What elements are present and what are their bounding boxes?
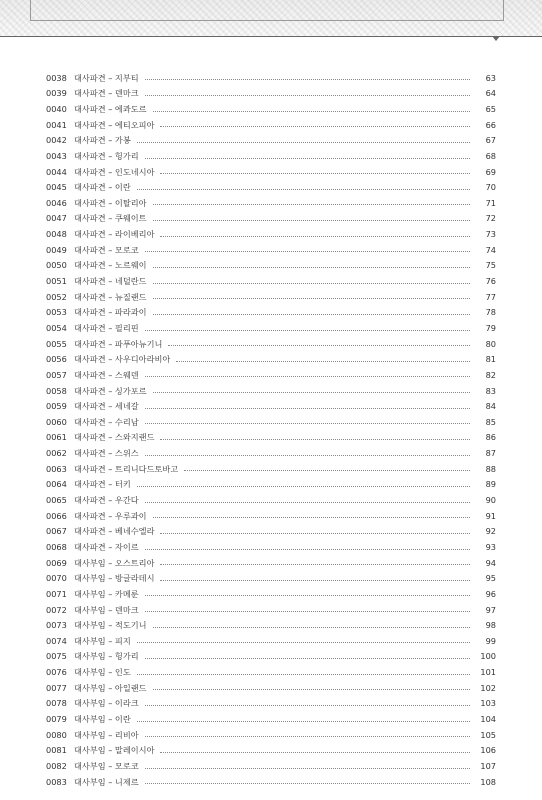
dot-leader [145, 783, 470, 784]
entry-page: 108 [480, 776, 496, 787]
dot-leader [145, 611, 470, 612]
toc-entry [46, 398, 496, 414]
entry-number: 0078 [46, 698, 67, 709]
entry-page: 88 [485, 463, 496, 474]
entry-page: 78 [485, 307, 496, 318]
toc-entry [46, 555, 496, 571]
entry-page: 72 [485, 213, 496, 224]
entry-number: 0067 [46, 526, 67, 537]
entry-title: 대사부임 – 방글라데시 [74, 573, 155, 584]
entry-page: 93 [485, 541, 496, 552]
entry-page: 85 [485, 416, 496, 427]
entry-number: 0076 [46, 667, 67, 678]
entry-page: 100 [480, 651, 496, 662]
entry-page: 77 [485, 291, 496, 302]
dot-leader [153, 204, 470, 205]
entry-number: 0055 [46, 338, 67, 349]
entry-number: 0042 [46, 135, 67, 146]
entry-number: 0061 [46, 432, 67, 443]
dot-leader [145, 549, 470, 550]
toc-entry [46, 477, 496, 493]
toc-entry [46, 680, 496, 696]
entry-title: 대사부임 – 말레이시아 [74, 745, 155, 756]
toc-entry [46, 727, 496, 743]
entry-number: 0048 [46, 229, 67, 240]
toc-entry [46, 242, 496, 258]
entry-number: 0070 [46, 573, 67, 584]
entry-number: 0073 [46, 620, 67, 631]
dot-leader [145, 158, 470, 159]
toc-entry [46, 633, 496, 649]
entry-number: 0058 [46, 385, 67, 396]
entry-page: 103 [480, 698, 496, 709]
entry-title: 대사파견 – 트리니다드토바고 [74, 463, 179, 474]
entry-title: 대사파견 – 뉴질랜드 [74, 291, 147, 302]
dot-leader [153, 283, 470, 284]
toc-entry [46, 586, 496, 602]
entry-page: 66 [485, 119, 496, 130]
toc-entry [46, 774, 496, 790]
dot-leader [145, 376, 470, 377]
toc-entry [46, 430, 496, 446]
dot-leader [153, 517, 470, 518]
toc-entry [46, 352, 496, 368]
dot-leader [160, 533, 470, 534]
entry-page: 90 [485, 495, 496, 506]
dot-leader [153, 314, 470, 315]
dot-leader [145, 455, 470, 456]
entry-title: 대사파견 – 세네갈 [74, 401, 139, 412]
entry-number: 0053 [46, 307, 67, 318]
entry-title: 대사파견 – 에티오피아 [74, 119, 155, 130]
entry-page: 67 [485, 135, 496, 146]
toc-entry [46, 383, 496, 399]
entry-page: 107 [480, 760, 496, 771]
entry-number: 0041 [46, 119, 67, 130]
dot-leader [145, 79, 470, 80]
dot-leader [137, 189, 470, 190]
entry-page: 91 [485, 510, 496, 521]
entry-number: 0063 [46, 463, 67, 474]
entry-title: 대사부임 – 인도 [74, 667, 131, 678]
toc-entry [46, 195, 496, 211]
entry-number: 0043 [46, 150, 67, 161]
entry-title: 대사파견 – 가봉 [74, 135, 131, 146]
entry-page: 101 [480, 667, 496, 678]
entry-title: 대사파견 – 쿠웨이트 [74, 213, 147, 224]
dot-leader [160, 439, 470, 440]
table-of-contents [46, 70, 496, 789]
entry-number: 0050 [46, 260, 67, 271]
toc-entry [46, 492, 496, 508]
toc-entry [46, 101, 496, 117]
entry-page: 89 [485, 479, 496, 490]
toc-entry [46, 508, 496, 524]
toc-entry [46, 743, 496, 759]
entry-number: 0051 [46, 276, 67, 287]
entry-number: 0046 [46, 197, 67, 208]
entry-title: 대사부임 – 카메룬 [74, 588, 139, 599]
header-rule [0, 36, 542, 37]
entry-page: 106 [480, 745, 496, 756]
toc-entry [46, 524, 496, 540]
entry-title: 대사파견 – 파푸아뉴기니 [74, 338, 163, 349]
entry-number: 0082 [46, 760, 67, 771]
toc-entry [46, 414, 496, 430]
entry-number: 0068 [46, 541, 67, 552]
toc-entry [46, 461, 496, 477]
entry-number: 0065 [46, 495, 67, 506]
entry-page: 95 [485, 573, 496, 584]
entry-title: 대사파견 – 자이르 [74, 541, 139, 552]
entry-title: 대사파견 – 싱가포르 [74, 385, 147, 396]
entry-title: 대사부임 – 오스트리아 [74, 557, 155, 568]
entry-page: 73 [485, 229, 496, 240]
entry-page: 99 [485, 635, 496, 646]
entry-number: 0074 [46, 635, 67, 646]
toc-entry [46, 320, 496, 336]
toc-entry [46, 649, 496, 665]
toc-entry [46, 226, 496, 242]
entry-title: 대사파견 – 모로코 [74, 244, 139, 255]
entry-title: 대사파견 – 이탈리아 [74, 197, 147, 208]
entry-title: 대사파견 – 인도네시아 [74, 166, 155, 177]
dot-leader [145, 736, 470, 737]
entry-title: 대사파견 – 스웨덴 [74, 369, 139, 380]
entry-number: 0049 [46, 244, 67, 255]
toc-entry [46, 445, 496, 461]
entry-page: 70 [485, 182, 496, 193]
entry-title: 대사파견 – 파라과이 [74, 307, 147, 318]
toc-entry [46, 273, 496, 289]
entry-page: 79 [485, 322, 496, 333]
toc-entry [46, 571, 496, 587]
entry-page: 102 [480, 682, 496, 693]
toc-entry [46, 711, 496, 727]
dot-leader [184, 470, 470, 471]
toc-entry [46, 70, 496, 86]
header-notch-icon [492, 36, 500, 41]
entry-page: 69 [485, 166, 496, 177]
entry-title: 대사파견 – 지부티 [74, 72, 139, 83]
entry-number: 0052 [46, 291, 67, 302]
dot-leader [160, 752, 470, 753]
entry-page: 92 [485, 526, 496, 537]
entry-title: 대사파견 – 노르웨이 [74, 260, 147, 271]
dot-leader [160, 236, 470, 237]
dot-leader [137, 721, 470, 722]
entry-number: 0079 [46, 713, 67, 724]
entry-title: 대사파견 – 에콰도르 [74, 104, 147, 114]
dot-leader [145, 502, 470, 503]
entry-number: 0064 [46, 479, 67, 490]
entry-number: 0069 [46, 557, 67, 568]
entry-title: 대사부임 – 적도기니 [74, 620, 147, 631]
dot-leader [153, 298, 470, 299]
dot-leader [137, 486, 470, 487]
entry-page: 98 [485, 620, 496, 631]
entry-number: 0056 [46, 354, 67, 365]
dot-leader [160, 173, 470, 174]
entry-page: 71 [485, 197, 496, 208]
entry-title: 대사파견 – 라이베리아 [74, 229, 155, 240]
toc-entry [46, 133, 496, 149]
entry-page: 96 [485, 588, 496, 599]
entry-title: 대사파견 – 덴마크 [74, 88, 139, 99]
entry-title: 대사파견 – 우간다 [74, 495, 139, 506]
entry-number: 0075 [46, 651, 67, 662]
entry-page: 83 [485, 385, 496, 396]
dot-leader [168, 345, 470, 346]
toc-entry [46, 696, 496, 712]
entry-number: 0054 [46, 322, 67, 333]
toc-entry [46, 305, 496, 321]
dot-leader [176, 361, 470, 362]
entry-page: 65 [485, 104, 496, 114]
entry-title: 대사파견 – 수리남 [74, 416, 139, 427]
header-frame [30, 0, 504, 21]
toc-entry [46, 617, 496, 633]
entry-title: 대사파견 – 우루과이 [74, 510, 147, 521]
toc-entry [46, 602, 496, 618]
dot-leader [160, 564, 470, 565]
dot-leader [145, 423, 470, 424]
toc-entry [46, 289, 496, 305]
dot-leader [145, 330, 470, 331]
entry-number: 0083 [46, 776, 67, 787]
entry-number: 0081 [46, 745, 67, 756]
entry-title: 대사파견 – 네덜란드 [74, 276, 147, 287]
dot-leader [153, 267, 470, 268]
entry-title: 대사파견 – 헝가리 [74, 150, 139, 161]
entry-number: 0080 [46, 729, 67, 740]
entry-page: 104 [480, 713, 496, 724]
dot-leader [145, 408, 470, 409]
entry-page: 81 [485, 354, 496, 365]
toc-entry [46, 86, 496, 102]
entry-page: 75 [485, 260, 496, 271]
entry-number: 0040 [46, 104, 67, 114]
dot-leader [160, 580, 470, 581]
entry-page: 105 [480, 729, 496, 740]
entry-number: 0044 [46, 166, 67, 177]
entry-title: 대사부임 – 리비아 [74, 729, 139, 740]
entry-number: 0077 [46, 682, 67, 693]
dot-leader [137, 642, 470, 643]
dot-leader [160, 126, 470, 127]
entry-number: 0071 [46, 588, 67, 599]
entry-number: 0038 [46, 72, 67, 83]
toc-entry [46, 664, 496, 680]
toc-entry [46, 211, 496, 227]
entry-page: 64 [485, 88, 496, 99]
dot-leader [137, 674, 470, 675]
entry-title: 대사부임 – 피지 [74, 635, 131, 646]
entry-number: 0059 [46, 401, 67, 412]
entry-title: 대사부임 – 이라크 [74, 698, 139, 709]
entry-page: 68 [485, 150, 496, 161]
entry-number: 0047 [46, 213, 67, 224]
toc-entry [46, 117, 496, 133]
entry-page: 63 [485, 72, 496, 83]
dot-leader [145, 768, 470, 769]
toc-entry [46, 758, 496, 774]
entry-page: 74 [485, 244, 496, 255]
toc-entry [46, 148, 496, 164]
dot-leader [153, 111, 470, 112]
entry-title: 대사부임 – 모로코 [74, 760, 139, 771]
entry-number: 0060 [46, 416, 67, 427]
dot-leader [153, 689, 470, 690]
entry-title: 대사파견 – 베네수엘라 [74, 526, 155, 537]
entry-title: 대사부임 – 니제르 [74, 776, 139, 787]
entry-title: 대사부임 – 이란 [74, 713, 131, 724]
dot-leader [145, 251, 470, 252]
entry-title: 대사부임 – 아일랜드 [74, 682, 147, 693]
dot-leader [153, 627, 470, 628]
entry-page: 76 [485, 276, 496, 287]
toc-entry [46, 336, 496, 352]
entry-title: 대사파견 – 필리핀 [74, 322, 139, 333]
entry-page: 82 [485, 369, 496, 380]
entry-title: 대사부임 – 덴마크 [74, 604, 139, 615]
entry-page: 97 [485, 604, 496, 615]
toc-entry [46, 367, 496, 383]
entry-title: 대사파견 – 스와지랜드 [74, 432, 155, 443]
dot-leader [137, 142, 470, 143]
entry-page: 87 [485, 448, 496, 459]
entry-page: 94 [485, 557, 496, 568]
entry-page: 86 [485, 432, 496, 443]
entry-number: 0072 [46, 604, 67, 615]
dot-leader [145, 658, 470, 659]
dot-leader [145, 595, 470, 596]
entry-title: 대사파견 – 사우디아라비아 [74, 354, 171, 365]
entry-title: 대사파견 – 스위스 [74, 448, 139, 459]
dot-leader [145, 705, 470, 706]
toc-entry [46, 179, 496, 195]
entry-title: 대사부임 – 헝가리 [74, 651, 139, 662]
toc-entry [46, 164, 496, 180]
entry-title: 대사파견 – 이란 [74, 182, 131, 193]
entry-number: 0045 [46, 182, 67, 193]
entry-page: 80 [485, 338, 496, 349]
entry-page: 84 [485, 401, 496, 412]
entry-title: 대사파견 – 터키 [74, 479, 131, 490]
toc-entry [46, 539, 496, 555]
entry-number: 0057 [46, 369, 67, 380]
dot-leader [153, 220, 470, 221]
dot-leader [153, 392, 470, 393]
entry-number: 0066 [46, 510, 67, 521]
toc-entry [46, 258, 496, 274]
entry-number: 0062 [46, 448, 67, 459]
dot-leader [145, 95, 470, 96]
entry-number: 0039 [46, 88, 67, 99]
